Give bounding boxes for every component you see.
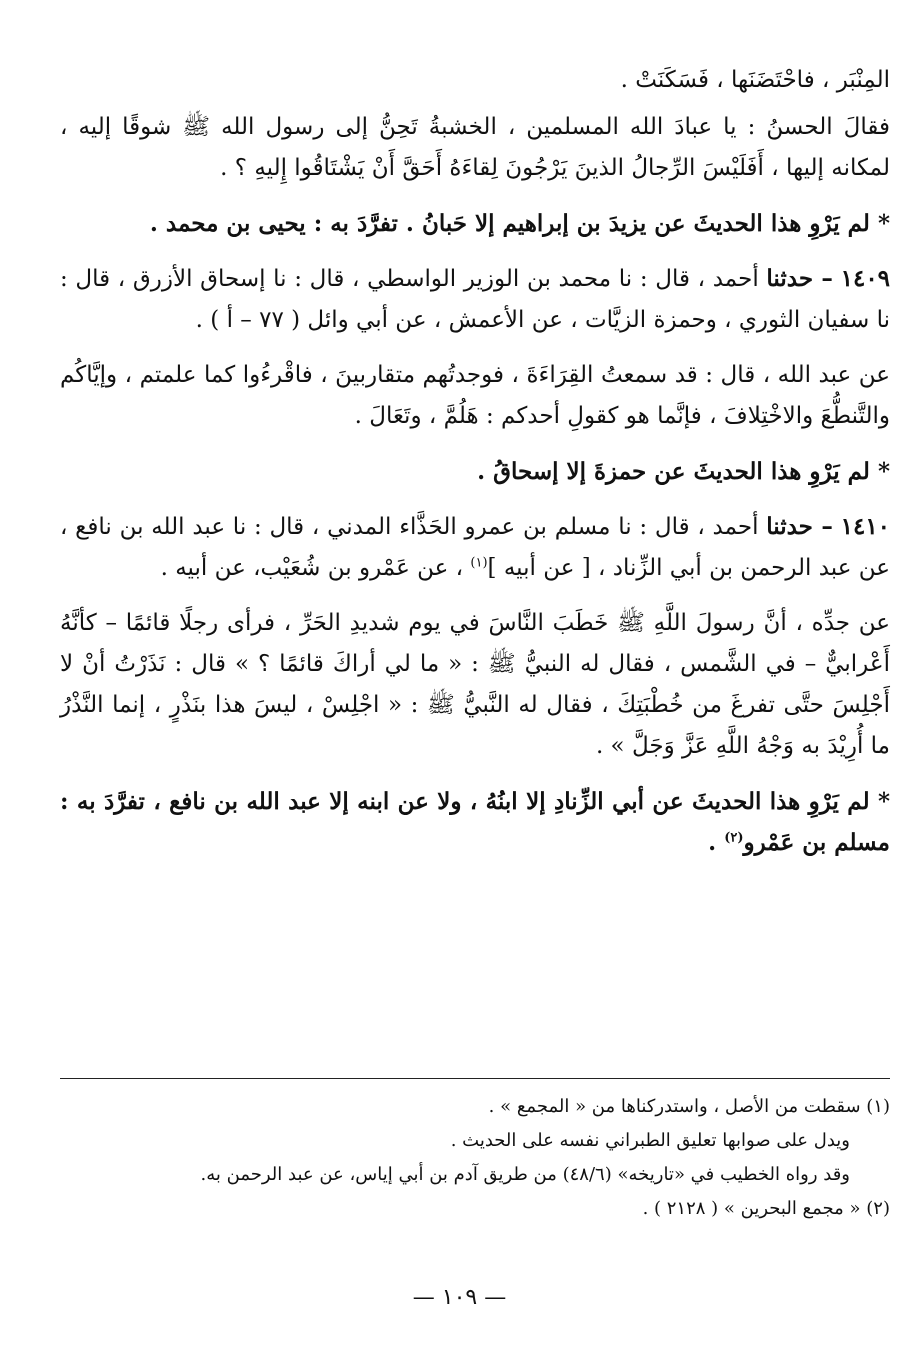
paragraph-hadith-matn — [60, 603, 890, 767]
footnote-1-line-3 — [60, 1158, 890, 1192]
paragraph-text: عن جدِّه ، أنَّ رسولَ اللَّهِ ﷺ خَطَبَ النَّاسَ في يوم شديدِ الحَرِّ ، فرأى رجلًا قائمًا – كأنَّهُ أَعْرابيٌّ – في الشَّمس ، فقال له النبيُّ ﷺ : « ما لي أراكَ قائمًا ؟ » قال : نَذَرْتُ أنْ لا أَجْلِسَ حتَّى تفرغَ من خُطْبَتِكَ ، فقال له النَّبيُّ ﷺ : « اجْلِسْ ، ليسَ هذا بنَذْرٍ ، إنما النَّذْرُ ما أُرِيْدَ به وَجْهُ اللَّهِ عَزَّ وَجَلَّ » . — [60, 610, 890, 759]
footnote-text: « مجمع البحرين » ( ٢١٢٨ ) . — [642, 1198, 861, 1219]
hadith-number: ١٤١٠ — [840, 513, 891, 540]
paragraph-text: فقالَ الحسنُ : يا عبادَ الله المسلمين ، الخشبةُ تَحِنُّ إلى رسول الله ﷺ شوقًا إليه ، لمكانه إليها ، أَفَلَيْسَ الرِّجالُ الذينَ يَرْجُونَ لِقاءَهُ أَحَقَّ أَنْ يَشْتَاقُوا إِليهِ ؟ . — [60, 114, 890, 181]
hadith-1410 — [60, 506, 890, 589]
commentary-text: لم يَرْوِ هذا الحديثَ عن أبي الزِّنادِ إلا ابنُهُ ، ولا عن ابنه إلا عبد الله بن نافع ، تفرَّدَ به : مسلم بن عَمْرو — [60, 788, 890, 856]
hadith-isnad-end: ، عن عَمْرو بن شُعَيْب، عن أبيه . — [160, 555, 464, 581]
footnote-text: سقطت من الأصل ، واستدركناها من « المجمع » . — [488, 1096, 861, 1117]
page-number: — ١٠٩ — — [412, 1285, 507, 1310]
footnote-1 — [60, 1090, 890, 1124]
paragraph-opening-continuation — [60, 60, 890, 101]
document-page — [60, 60, 890, 1320]
footnote-2 — [60, 1192, 890, 1226]
footnote-text: ويدل على صوابها تعليق الطبراني نفسه على الحديث . — [450, 1130, 850, 1151]
hadith-1409 — [60, 258, 890, 341]
paragraph-abdullah-saying — [60, 355, 890, 437]
hadith-isnad: أحمد ، قال : نا محمد بن الوزير الواسطي ، قال : نا إسحاق الأزرق ، قال : نا سفيان الثوري ، وحمزة الزيَّات ، عن الأعمش ، عن أبي وائل ( ٧٧ – أ ) . — [60, 266, 890, 333]
asterisk-marker: * — [877, 458, 890, 485]
paragraph-text: عن عبد الله ، قال : قد سمعتُ القِرَاءَةَ ، فوجدتُهم متقاربينَ ، فاقْرءُوا كما علمتم ، وإيَّاكُم والتَّنطُّعَ والاخْتِلافَ ، فإنَّما هو كقولِ أحدكم : هَلُمَّ ، وتَعَالَ . — [60, 362, 890, 429]
commentary-text: لم يَرْوِ هذا الحديثَ عن يزيدَ بن إبراهيم إلا حَبانُ . تفرَّدَ به : يحيى بن محمد . — [149, 210, 870, 237]
commentary-note-1 — [60, 203, 890, 244]
footnote-reference: (٢) — [724, 830, 744, 846]
hadith-isnad: أحمد ، قال : نا مسلم بن عمرو الحَذَّاء المدني ، قال : نا عبد الله بن نافع ، عن عبد الرحمن بن أبي الزِّناد ، [ عن أبيه ] — [60, 514, 890, 581]
hadith-lead: – حدثنا — [766, 513, 833, 540]
hadith-lead: – حدثنا — [766, 265, 833, 292]
commentary-note-3 — [60, 781, 890, 863]
commentary-text: لم يَرْوِ هذا الحديثَ عن حمزةَ إلا إسحاقُ . — [477, 458, 870, 485]
footnote-divider — [60, 1078, 890, 1079]
footnote-text: وقد رواه الخطيب في «تاريخه» (٤٨/٦) من طريق آدم بن أبي إياس، عن عبد الرحمن به. — [200, 1164, 850, 1185]
paragraph-text: المِنْبَر ، فاحْتَضَنَها ، فَسَكَنَتْ . — [620, 67, 890, 93]
footnote-1-line-2 — [60, 1124, 890, 1158]
asterisk-marker: * — [877, 210, 890, 237]
commentary-note-2 — [60, 451, 890, 492]
hadith-number: ١٤٠٩ — [840, 265, 891, 292]
footnote-label: (٢) — [866, 1198, 890, 1219]
footnote-reference: (١) — [470, 555, 488, 571]
commentary-text-end: . — [708, 829, 717, 856]
paragraph-hasan-saying — [60, 107, 890, 189]
footnote-label: (١) — [866, 1096, 890, 1117]
footnotes — [60, 1090, 890, 1226]
asterisk-marker: * — [877, 788, 891, 815]
